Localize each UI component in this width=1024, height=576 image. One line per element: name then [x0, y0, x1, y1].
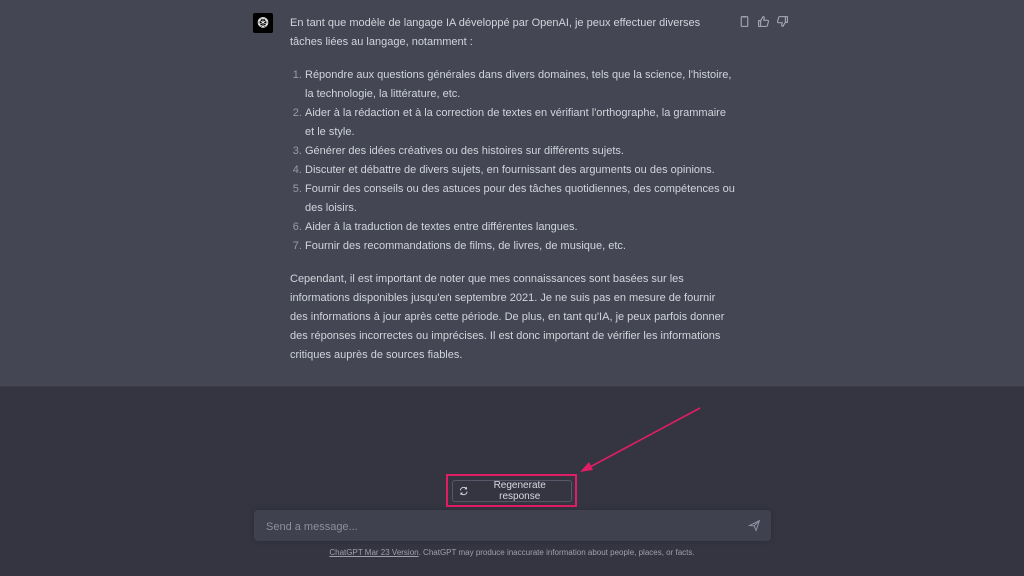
version-link[interactable]: ChatGPT Mar 23 Version [329, 548, 419, 557]
message-closing: Cependant, il est important de noter que mes connaissances sont basées sur les informations disponibles jusqu'en septembre 2021. Je ne suis pas en mesure de fournir des informations à jour après cette période. De plus, en tant qu'IA, je peux parfois donner des réponses incorrectes ou imprécises. Il est donc important de vérifier les informations critiques auprès de sources fiables. [290, 273, 725, 361]
footer-disclaimer [0, 548, 1024, 557]
list-item: 5. Fournir des conseils ou des astuces pour des tâches quotidiennes, des compétences ou des loisirs. [305, 180, 735, 218]
regenerate-label: Regenerate response [493, 480, 546, 502]
list-item: 3. Générer des idées créatives ou des histoires sur différents sujets. [305, 142, 735, 161]
list-item: 1. Répondre aux questions générales dans divers domaines, tels que la science, l'histoire, la technologie, la littérature, etc. [305, 66, 735, 104]
message-intro: En tant que modèle de langage IA développé par OpenAI, je peux effectuer diverses tâches liées au langage, notamment : [290, 17, 701, 48]
list-item: 6. Aider à la traduction de textes entre différentes langues. [305, 218, 735, 237]
list-item: 7. Fournir des recommandations de films, de livres, de musique, etc. [305, 237, 735, 256]
list-item: 2. Aider à la rédaction et à la correction de textes en vérifiant l'orthographe, la grammaire et le style. [305, 104, 735, 142]
list-item: 4. Discuter et débattre de divers sujets, en fournissant des arguments ou des opinions. [305, 161, 735, 180]
send-icon[interactable] [748, 519, 761, 532]
disclaimer-text: . ChatGPT may produce inaccurate information about people, places, or facts. [418, 548, 695, 557]
message-input[interactable] [264, 510, 738, 543]
message-composer [254, 510, 771, 541]
